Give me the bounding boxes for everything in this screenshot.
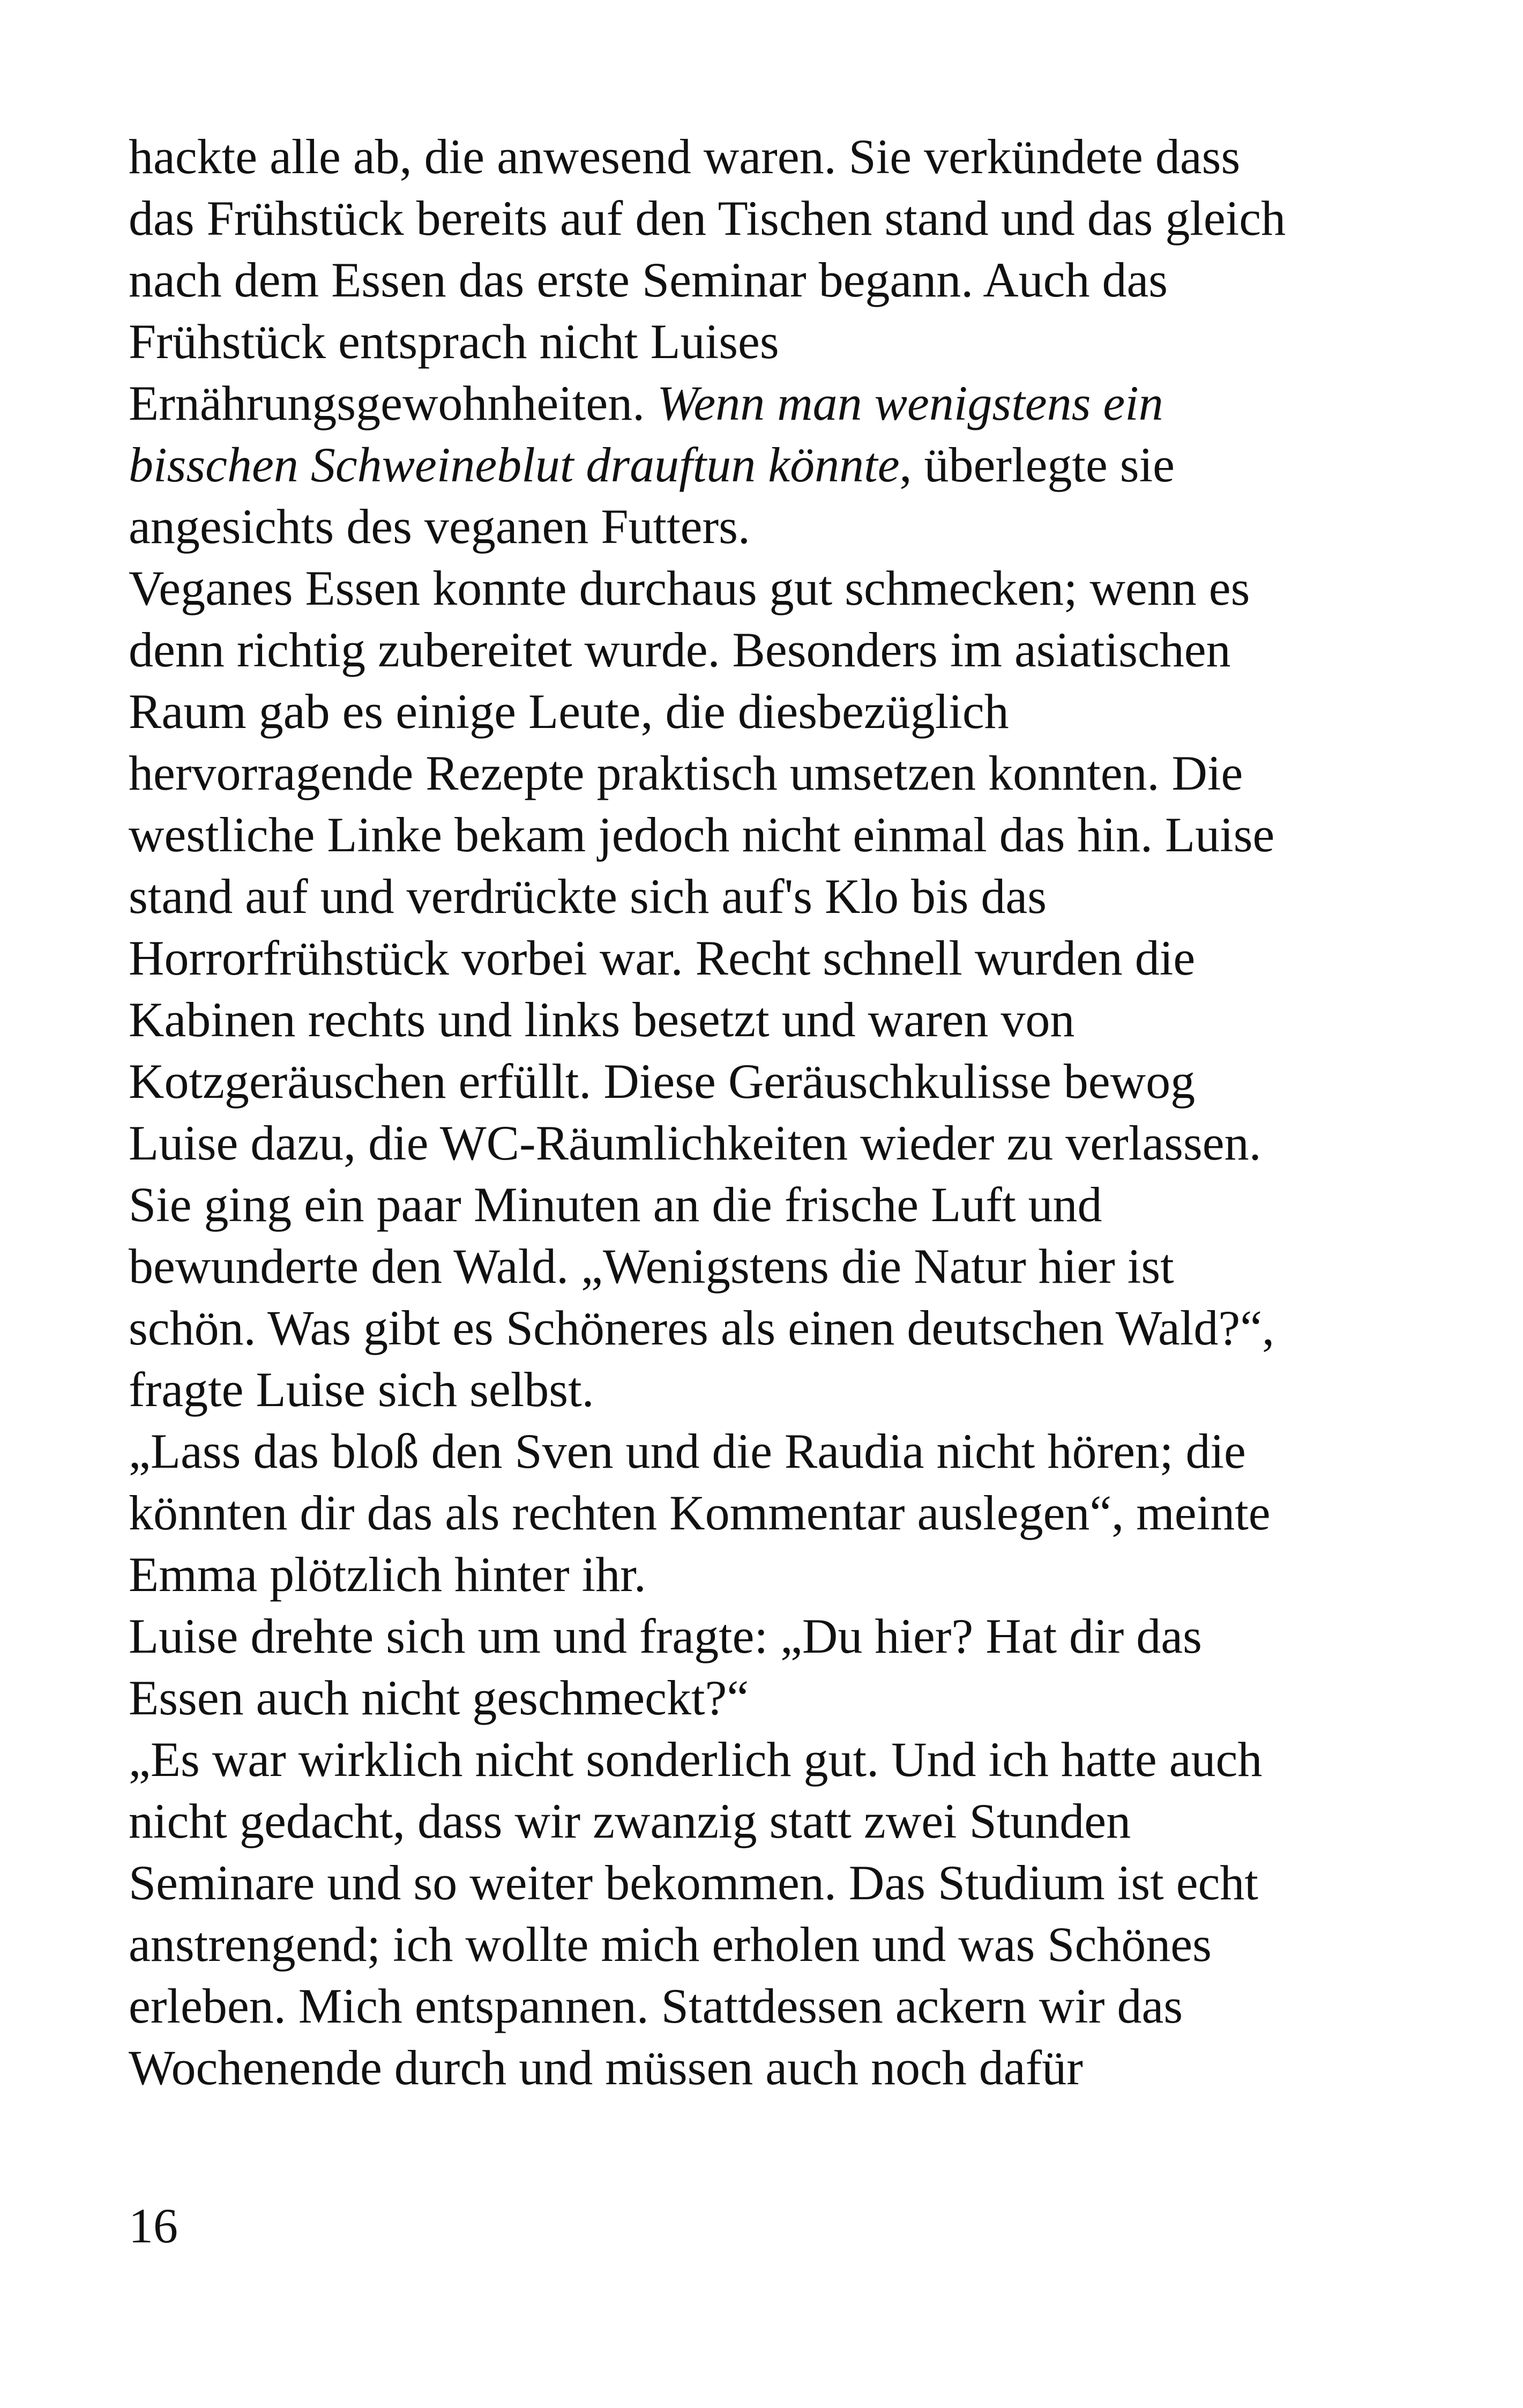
text-line: Wochenende durch und müssen auch noch dafür	[129, 2040, 1083, 2095]
text-line: erleben. Mich entspannen. Stattdessen ackern wir das	[129, 1979, 1183, 2033]
text-line: Kabinen rechts und links besetzt und waren von	[129, 992, 1075, 1047]
text-line: denn richtig zubereitet wurde. Besonders im asiatischen	[129, 622, 1231, 677]
text-line: westliche Linke bekam jedoch nicht einmal das hin. Luise	[129, 807, 1275, 862]
text-line: hackte alle ab, die anwesend waren. Sie verkündete dass	[129, 129, 1241, 184]
text-line: Kotzgeräuschen erfüllt. Diese Geräuschkulisse bewog	[129, 1054, 1196, 1109]
text-line: anstrengend; ich wollte mich erholen und was Schönes	[129, 1917, 1212, 1972]
text-line: hervorragende Rezepte praktisch umsetzen konnten. Die	[129, 746, 1243, 800]
page-number: 16	[129, 2198, 178, 2253]
text-line: nicht gedacht, dass wir zwanzig statt zwei Stunden	[129, 1794, 1131, 1848]
text-line: Luise drehte sich um und fragte: „Du hier? Hat dir das	[129, 1609, 1202, 1663]
body-text	[129, 126, 1404, 2099]
text-line: das Frühstück bereits auf den Tischen stand und das gleich	[129, 191, 1286, 246]
text-line: Veganes Essen konnte durchaus gut schmecken; wenn es	[129, 561, 1250, 615]
text-line: fragte Luise sich selbst.	[129, 1362, 594, 1417]
text-line: Emma plötzlich hinter ihr.	[129, 1547, 646, 1602]
text-line: nach dem Essen das erste Seminar begann. Auch das	[129, 252, 1168, 307]
text-line: stand auf und verdrückte sich auf's Klo bis das	[129, 869, 1047, 924]
text-line: Luise dazu, die WC-Räumlichkeiten wieder zu verlassen.	[129, 1116, 1261, 1170]
text-line: Raum gab es einige Leute, die diesbezüglich	[129, 684, 1009, 739]
text-line: Frühstück entsprach nicht Luises	[129, 314, 779, 369]
text-line: schön. Was gibt es Schöneres als einen deutschen Wald?“,	[129, 1300, 1275, 1355]
text-line: Essen auch nicht geschmeckt?“	[129, 1670, 749, 1725]
text-line: angesichts des veganen Futters.	[129, 499, 750, 554]
italic-thought: Wenn man wenigstens ein	[657, 376, 1163, 430]
italic-thought: bisschen Schweineblut drauftun könnte	[129, 437, 900, 492]
text-line: Horrorfrühstück vorbei war. Recht schnell wurden die	[129, 931, 1196, 985]
text-line: Seminare und so weiter bekommen. Das Studium ist echt	[129, 1855, 1258, 1910]
text-line: „Lass das bloß den Sven und die Raudia nicht hören; die	[129, 1424, 1246, 1478]
text-line: Sie ging ein paar Minuten an die frische Luft und	[129, 1177, 1102, 1232]
text-line: Ernährungsgewohnheiten. Wenn man wenigstens ein	[129, 376, 1163, 430]
text-line: bewunderte den Wald. „Wenigstens die Natur hier ist	[129, 1239, 1174, 1294]
text-line: könnten dir das als rechten Kommentar auslegen“, meinte	[129, 1485, 1271, 1540]
text-line: „Es war wirklich nicht sonderlich gut. Und ich hatte auch	[129, 1732, 1263, 1787]
text-line: bisschen Schweineblut drauftun könnte, überlegte sie	[129, 437, 1175, 492]
